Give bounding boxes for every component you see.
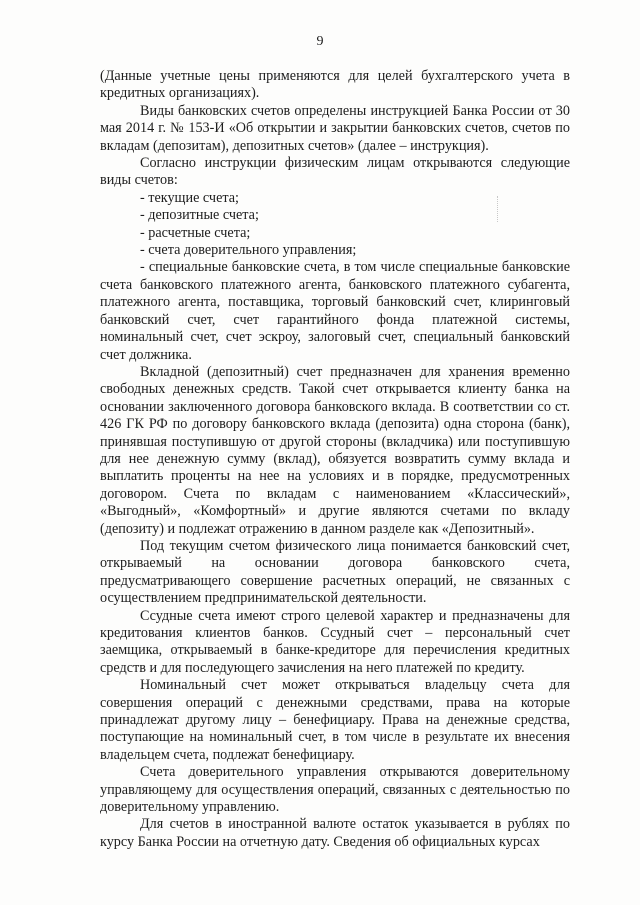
list-item: - депозитные счета; [140, 207, 259, 224]
paragraph-loan-account: Ссудные счета имеют строго целевой характер и предназначены для кредитования клиентов банков. Ссудный счет – персональный счет заемщика, открываемый в банке-кредиторе для перечисления кредитных средств и для последующего зачисления на него платежей по кредиту. [100, 607, 570, 676]
paragraph-accounting-prices: (Данные учетные цены применяются для целей бухгалтерского учета в кредитных организациях). [100, 68, 570, 102]
account-types-list [100, 190, 570, 364]
paragraph-trust-account: Счета доверительного управления открываются доверительному управляющему для осуществления операций, связанных с деятельностью по доверительному управлению. [100, 764, 570, 816]
list-item: - текущие счета; [140, 189, 239, 206]
page-number: 9 [316, 34, 324, 49]
scan-artifact-mark [497, 196, 498, 222]
list-item: - специальные банковские счета, в том числе специальные банковские счета банковского платежного агента, банковского платежного субагента, платежного агента, поставщика, торговый банковский счет, клиринговый банковский счет, счет гарантийного фонда платежной системы, номинальный счет, счет эскроу, залоговый счет, специальный банковский счет должника. [100, 259, 570, 363]
list-item: - счета доверительного управления; [140, 242, 357, 259]
paragraph-foreign-currency: Для счетов в иностранной валюте остаток указывается в рублях по курсу Банка России на отчетную дату. Сведения об официальных курсах [100, 816, 570, 850]
paragraph-nominal-account: Номинальный счет может открываться владельцу счета для совершения операций с денежными средствами, права на которые принадлежат другому лицу – бенефициару. Права на денежные средства, поступающие на номинальный счет, в том числе в результате их внесения владельцем счета, подлежат бенефициару. [100, 677, 570, 763]
paragraph-deposit-account: Вкладной (депозитный) счет предназначен для хранения временно свободных денежных средств. Такой счет открывается клиенту банка на основании заключенного договора банковского вклада. В соответствии со ст. 426 ГК РФ по договору банковского вклада (депозита) одна сторона (банк), принявшая поступившую от другой стороны (вкладчика) или поступившую для нее денежную сумму (вклад), обязуется возвратить сумму вклада и выплатить проценты на нее на условиях и в порядке, предусмотренных договором. Счета по вкладам с наименованием «Классический», «Выгодный», «Комфортный» и другие являются счетами по вкладу (депозиту) и подлежат отражению в данном разделе как «Депозитный». [100, 363, 570, 537]
document-body [100, 68, 570, 851]
paragraph-account-types-definition: Виды банковских счетов определены инструкцией Банка России от 30 мая 2014 г. № 153-И «Об открытии и закрытии банковских счетов, счетов по вкладам (депозитам), депозитных счетов» (далее – инструкция). [100, 102, 570, 154]
paragraph-current-account: Под текущим счетом физического лица понимается банковский счет, открываемый на основании договора банковского счета, предусматривающего совершение расчетных операций, не связанных с осуществлением предпринимательской деятельности. [100, 537, 570, 607]
paragraph-account-types-intro: Согласно инструкции физическим лицам открываются следующие виды счетов: [100, 155, 570, 189]
list-item: - расчетные счета; [140, 224, 251, 241]
